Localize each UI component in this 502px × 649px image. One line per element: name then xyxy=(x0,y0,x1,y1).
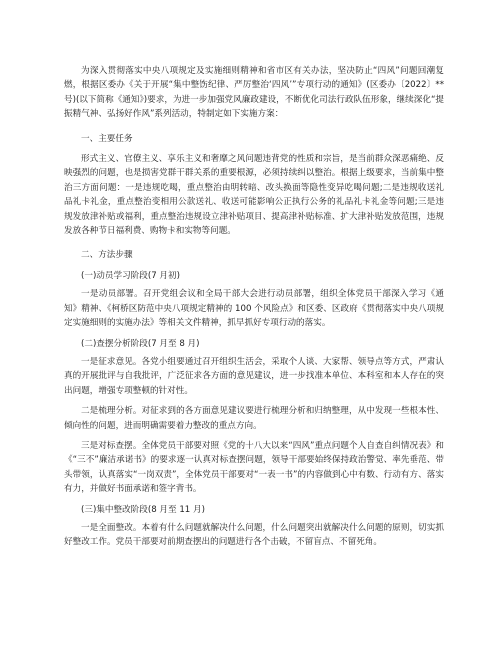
phase-analysis-paragraph-1: 一是征求意见。各党小组要通过召开组织生活会，采取个人谈、大家帮、领导点等方式，严肃认真的开展批评与自我批评，广泛征求各方面的意见建议，进一步找准本单位、本科室和本人存在的突出问题，增强专项整顿的针对性。 xyxy=(64,356,444,396)
phase-heading-rectification: (三)集中整改阶段(8 月至 11 月) xyxy=(81,504,205,515)
section-heading-methods: 二、方法步骤 xyxy=(81,250,133,261)
section-heading-tasks: 一、主要任务 xyxy=(81,133,133,144)
document-page xyxy=(64,64,444,550)
tasks-paragraph: 形式主义、官僚主义、享乐主义和奢靡之风问题违背党的性质和宗旨，是当前群众深恶痛绝、反映强烈的问题，也是损害党群干群关系的重要根源，必须持续纠以整治。根据上级要求，当前集中整治三方面问题：一是违规吃喝，重点整治由明转暗、改头换面等隐性变异吃喝问题;二是违规收送礼品礼卡礼金，重点整治变相用公款送礼、收送可能影响公正执行公务的礼品礼卡礼金等问题;三是违规发放津补贴或福利，重点整治违规设立津补贴项目、提高津补贴标准、扩大津补贴发放范围，违规发放各种节日福利费、购物卡和实物等问题。 xyxy=(64,154,444,237)
phase-analysis-paragraph-3: 三是对标查摆。全体党员干部要对照《党的十八大以来“四风”重点问题个人自查自纠情况表》和《“三不”廉洁承诺书》的要求逐一认真对标查摆问题，领导干部要始终保持政治警觉、率先垂范、带头带领，认真落实“一岗双责”，全体党员干部要对“一表一书”的内容做到心中有数、行动有方、落实有力，并做好书面承诺和签字背书。 xyxy=(64,440,444,495)
phase-heading-analysis: (二)查摆分析阶段(7 月至 8 月) xyxy=(81,338,200,349)
phase-analysis-paragraph-2: 二是梳理分析。对征求到的各方面意见建议要进行梳理分析和归纳整理，从中发现一些根本性、倾向性的问题，进而明确需要着力整改的重点方向。 xyxy=(64,406,444,431)
phase-mobilization-paragraph: 一是动员部署。召开党组会议和全局干部大会进行动员部署，组织全体党员干部深入学习《通知》精神、《柯桥区防范中央八项规定精神的 100 个风险点》和区委、区政府《贯彻落实中央八项规定实施细则的实施办法》等相关文件精神，抓早抓好专项行动的落实。 xyxy=(64,289,444,329)
phase-heading-mobilization: (一)动员学习阶段(7 月初) xyxy=(81,270,180,281)
intro-paragraph: 为深入贯彻落实中央八项规定及实施细则精神和省市区有关办法，坚决防止“四风”问题回潮复燃，根据区委办《关于开展“集中整饬纪律、严厉整治‘四风’”专项行动的通知》(区委办〔2022〕**号)(以下简称《通知》)要求，为进一步加强党风廉政建设，不断优化司法行政队伍形象，继续深化“提振精气神、弘扬好作风”系列活动，特制定如下实施方案： xyxy=(64,66,444,120)
phase-rectification-paragraph: 一是全面整改。本着有什么问题就解决什么问题，什么问题突出就解决什么问题的原则，切实抓好整改工作。党员干部要对前期查摆出的问题进行各个击破，不留盲点、不留死角。 xyxy=(64,522,444,548)
